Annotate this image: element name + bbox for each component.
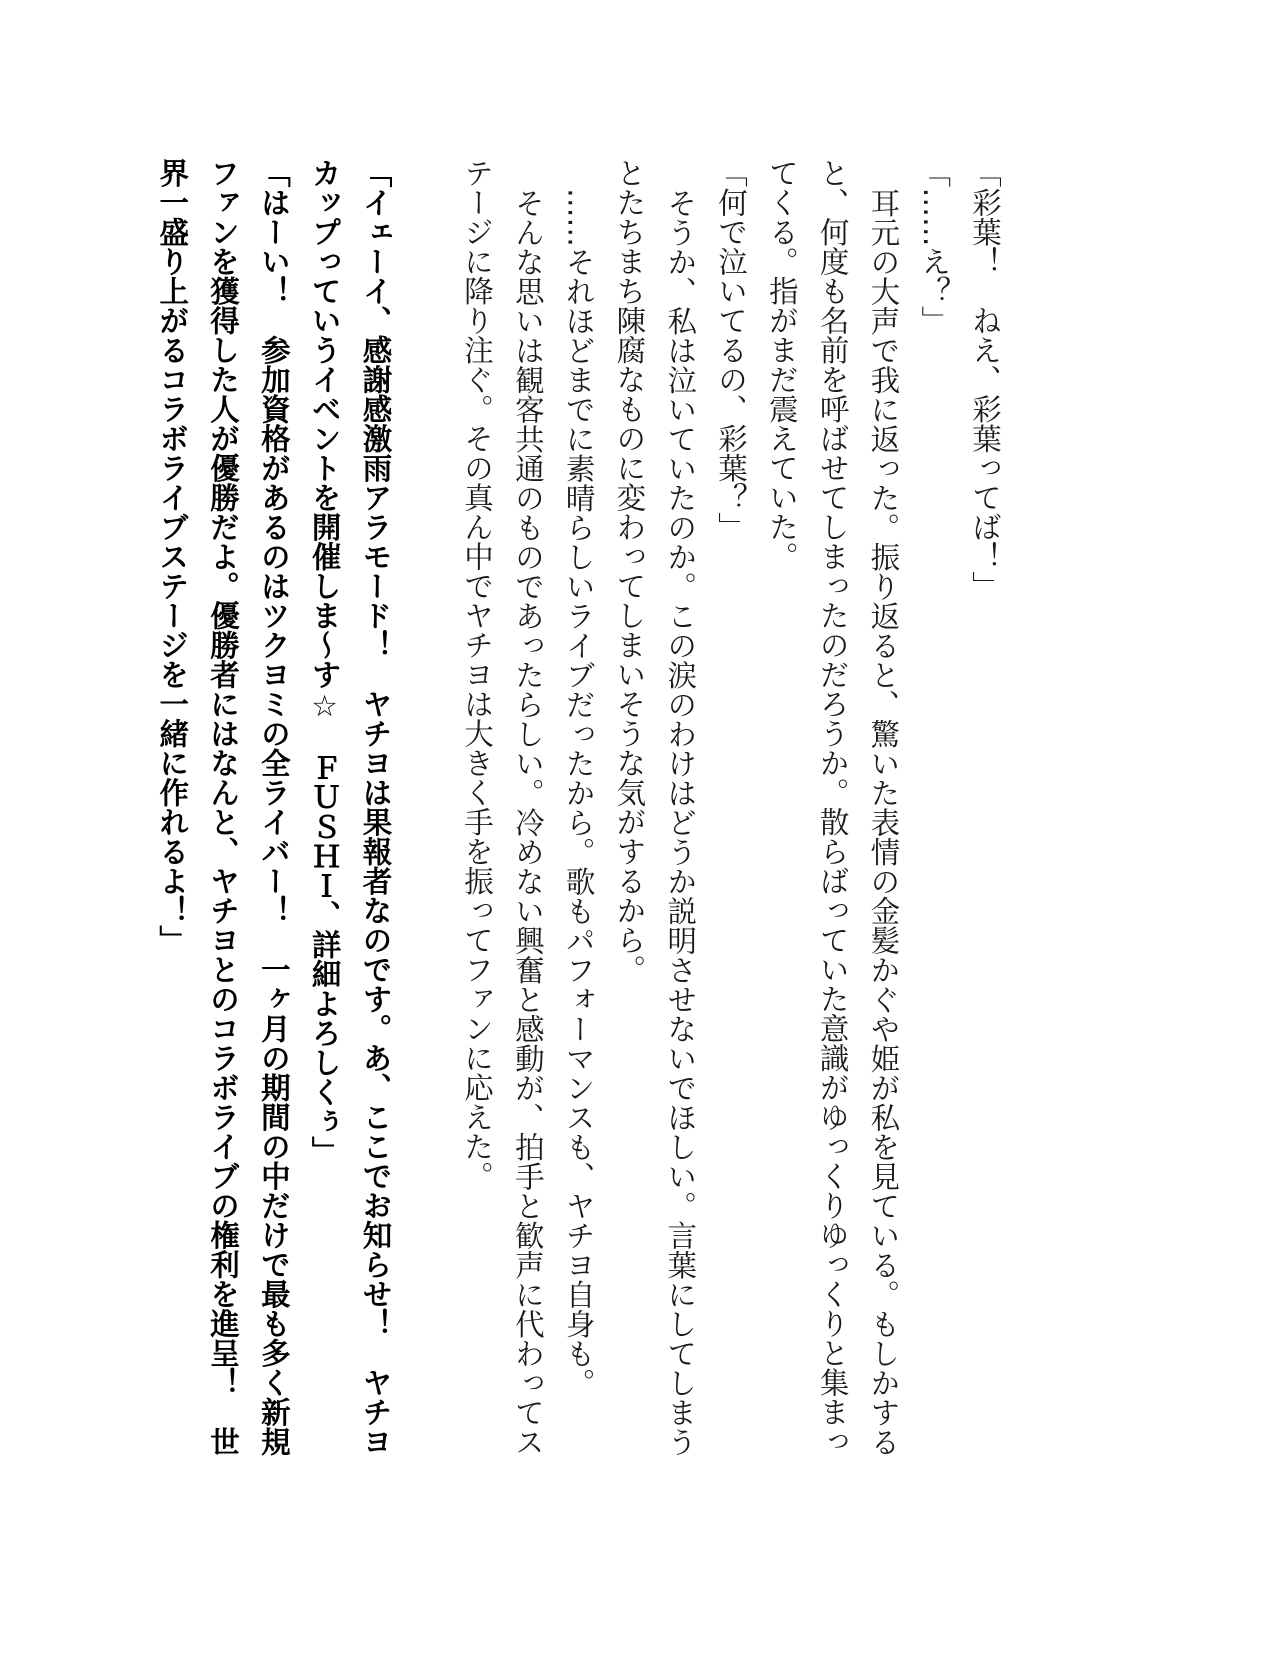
- bold-dialogue-line: 「イェーイ、感謝感激雨アラモード！ ヤチヨは果報者なのです。あ、ここでお知らせ！ ヤチヨ: [358, 158, 393, 1456]
- bold-dialogue-line: カップっていうイベントを開催しま～す☆ ＦＵＳＨＩ、詳細よろしくぅ」: [307, 158, 342, 1166]
- vertical-text-page: [146, 158, 1010, 1456]
- narration-line: テージに降り注ぐ。その真ん中でヤチヨは大きく手を振ってファンに応えた。: [460, 158, 495, 1191]
- dialogue-line: 「彩葉！ ねえ、彩葉ってば！」: [968, 158, 1002, 601]
- dialogue-line: 「……え？」: [917, 158, 952, 335]
- narration-line: ……それほどまでに素晴らしいライブだったから。歌もパフォーマンスも、ヤチヨ自身も。: [561, 187, 596, 1397]
- blank-line: [400, 158, 451, 188]
- narration-line: と、何度も名前を呼ばせてしまったのだろうか。散らばっていた意識がゆっくりゆっくりと集まっ: [815, 158, 850, 1456]
- narration-line: とたちまち陳腐なものに変わってしまいそうな気がするから。: [612, 158, 647, 984]
- bold-dialogue-line: ファンを獲得した人が優勝だよ。優勝者にはなんと、ヤチヨとのコラボライブの権利を進呈！ 世: [206, 158, 241, 1456]
- bold-dialogue-line: 「はーい！ 参加資格があるのはツクヨミの全ライバー！ 一ヶ月の期間の中だけで最も多く新規: [256, 158, 291, 1456]
- narration-line: てくる。指がまだ震えていた。: [764, 158, 799, 571]
- bold-dialogue-line: 界一盛り上がるコラボライブステージを一緒に作れるよ！」: [155, 158, 190, 955]
- narration-line: そんな思いは観客共通のものであったらしい。冷めない興奮と感動が、拍手と歓声に代わってス: [510, 187, 545, 1456]
- dialogue-line: 「何で泣いてるの、彩葉？」: [714, 158, 749, 542]
- narration-line: そうか、私は泣いていたのか。この涙のわけはどうか説明させないでほしい。言葉にしてしまう: [663, 187, 698, 1456]
- narration-line: 耳元の大声で我に返った。振り返ると、驚いた表情の金髪かぐや姫が私を見ている。もしかする: [866, 187, 901, 1456]
